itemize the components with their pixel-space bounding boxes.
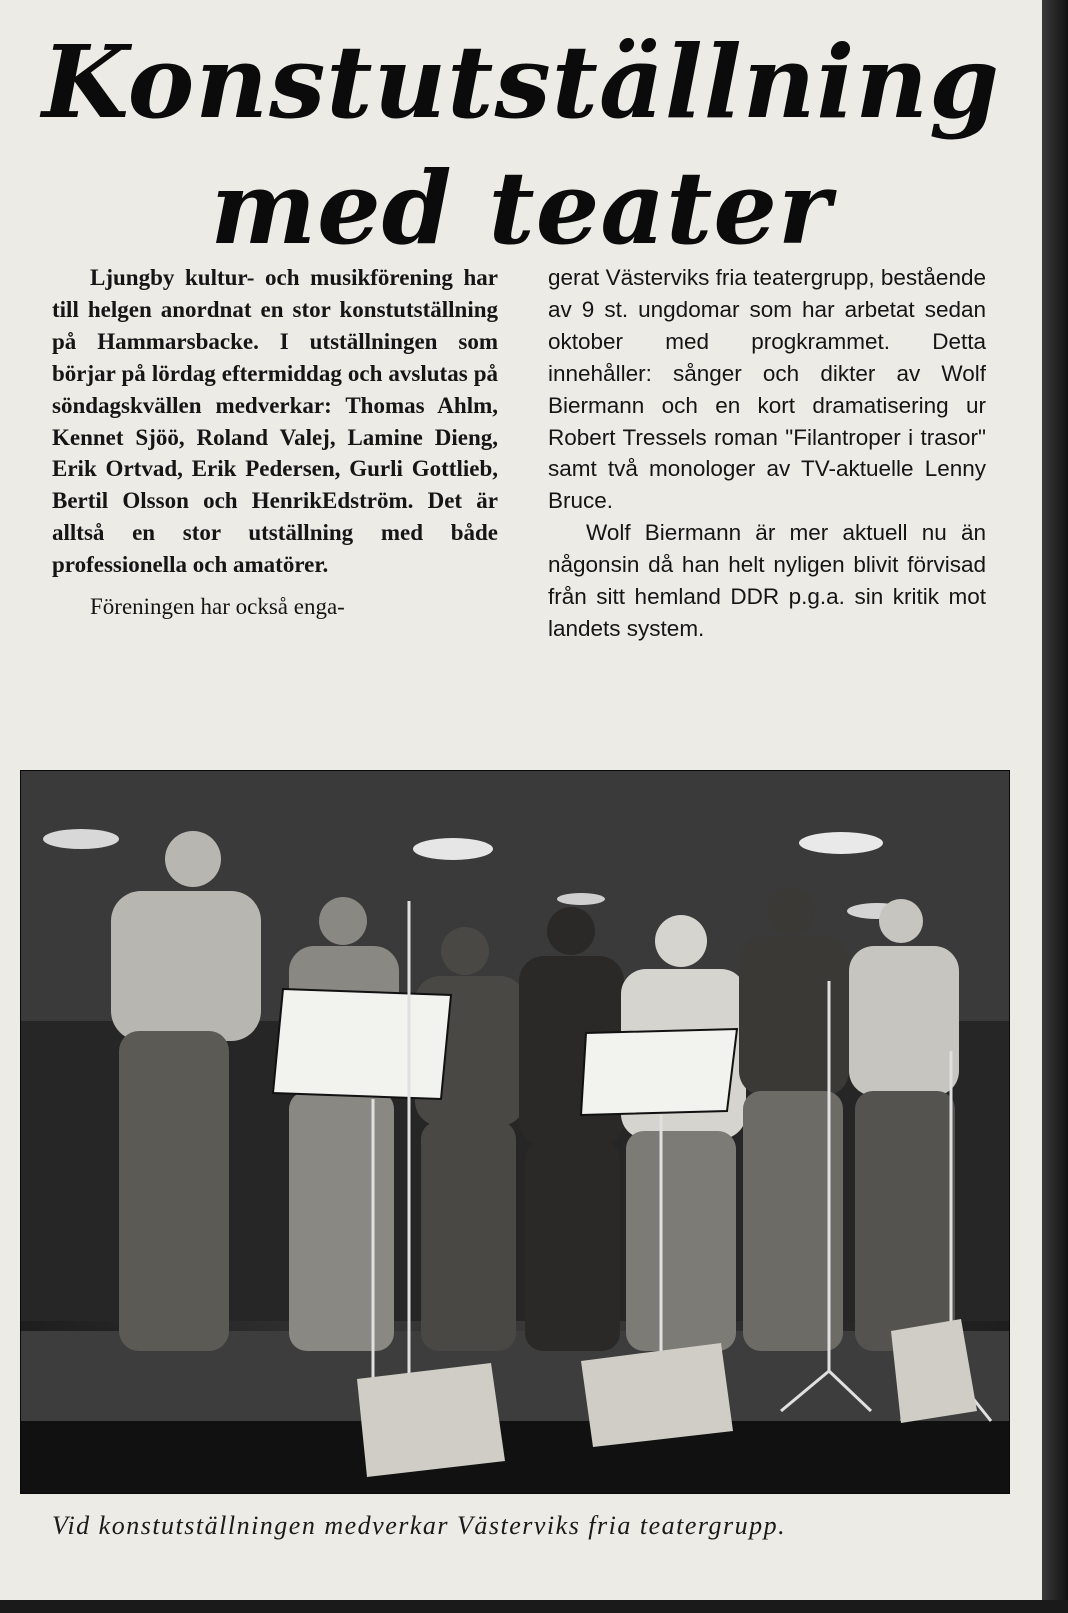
right-paragraph-1: gerat Västerviks fria teatergrupp, bestående av 9 st. ungdomar som har arbetat sedan oktober med progkrammet. Detta innehåller: sånger och dikter av Wolf Biermann och en kort dramatisering ur Robert Tressels roman "Filantroper i trasor" samt två monologer av TV-aktuelle Lenny Bruce. (548, 265, 986, 514)
group-photo (20, 770, 1010, 1494)
headline-line-1: Konstutställning (41, 23, 1001, 141)
bottom-edge-shadow (0, 1600, 1068, 1613)
left-paragraph-2: Föreningen har också enga- (90, 594, 345, 620)
photo-caption: Vid konstutställningen medverkar Västerviks fria teatergrupp. (52, 1511, 787, 1540)
left-paragraph-1: Ljungby kultur- och musikförening har till helgen anordnat en stor konstutställning på Hammarsbacke. I utställningen som börjar på lördag eftermiddag och avslutas på söndagskvällen medverkar: Thomas Ahlm, Kennet Sjöö, Roland Valej, Lamine Dieng, Erik Ortvad, Erik Pedersen, Gurli Gottlieb, Bertil Olsson och HenrikEdström. Det är alltså en stor utställning med både professionella och amatörer. (52, 265, 498, 578)
right-paragraph-2: Wolf Biermann är mer aktuell nu än någonsin då han helt nyligen blivit förvisad från sitt hemland DDR p.g.a. sin kritik mot landets system. (548, 520, 986, 641)
group-photo-illustration (21, 771, 1009, 1493)
headline-line-2: med teater (210, 149, 832, 267)
page-edge-shadow (1042, 0, 1068, 1613)
article-left-column (52, 262, 498, 623)
article-right-column (548, 262, 986, 645)
